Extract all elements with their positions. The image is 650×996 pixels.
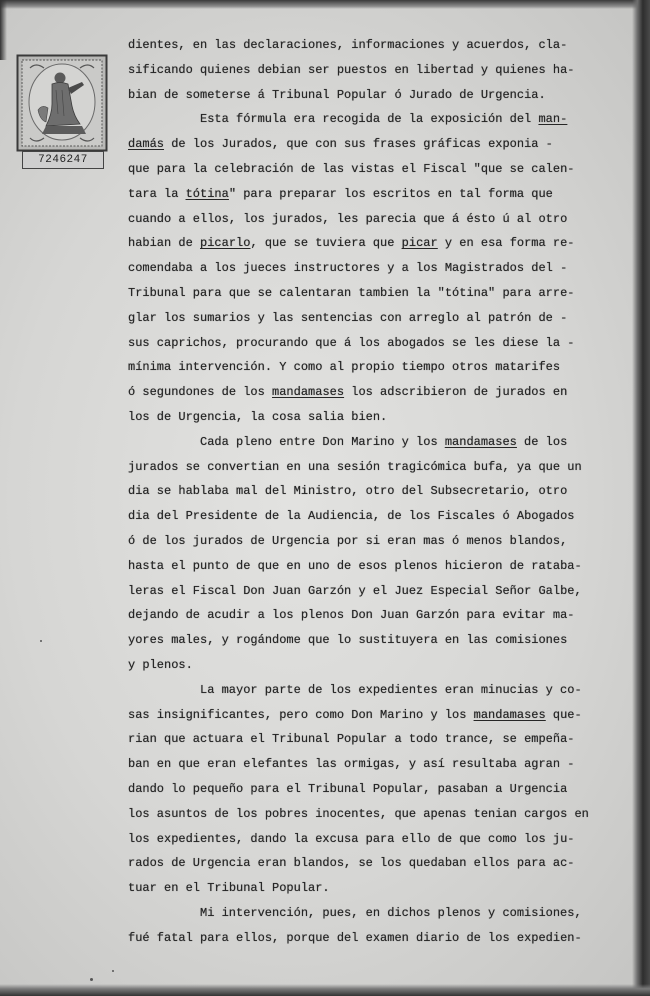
text-line [128,281,608,306]
text-line [128,405,608,430]
text-line [128,727,608,752]
underlined-word: mandamases [444,434,517,449]
text-run: sus caprichos, procurando que á los abogados se les diese la - [128,335,575,350]
text-run: bian de someterse á Tribunal Popular ó Jurado de Urgencia. [128,87,546,102]
text-run: rados de Urgencia eran blandos, se los quedaban ellos para ac- [128,856,575,871]
text-run: habian de [128,236,201,251]
text-line [128,455,608,480]
text-line [128,132,608,157]
text-line [128,901,608,926]
text-run: dejando de acudir a los plenos Don Juan Garzón para evitar ma- [128,608,575,623]
text-line [128,430,608,455]
text-line [128,802,608,827]
text-line [128,380,608,405]
text-line [128,157,608,182]
scan-speck [112,970,114,972]
text-line [128,107,608,132]
text-run: mínima intervención. Y como al propio tiempo otros matarifes [128,360,561,375]
underlined-word: mandamases [272,385,345,400]
text-line [128,83,608,108]
scan-speck [90,978,93,981]
text-run: y plenos. [128,657,193,672]
text-run: , que se tuviera que [250,236,402,251]
text-run: los expedientes, dando la excusa para ello de que como los ju- [128,831,575,846]
text-line [128,306,608,331]
revenue-stamp [16,54,108,170]
text-line [128,653,608,678]
text-run: los asuntos de los pobres inocentes, que apenas tenian cargos en [128,806,589,821]
text-line [128,33,608,58]
scan-edge-top [0,0,650,9]
text-run: yores males, y rogándome que lo sustituyera en las comisiones [128,633,568,648]
text-line [128,355,608,380]
text-line [128,256,608,281]
stamp-number: 7246247 [22,151,104,169]
text-run: La mayor parte de los expedientes eran minucias y co- [200,682,582,697]
text-line [128,182,608,207]
text-run: Tribunal para que se calentaran tambien la "tótina" para arre- [128,285,575,300]
scan-edge-bottom [0,984,650,996]
text-run: Mi intervención, pues, en dichos plenos y comisiones, [200,905,582,920]
scan-speck [40,640,42,642]
text-run: que- [545,707,582,722]
text-run: cuando a ellos, los jurados, les parecia que á ésto ú al otro [128,211,568,226]
text-run: ó de los jurados de Urgencia por si eran mas ó menos blandos, [128,533,568,548]
text-run: ó segundones de los [128,385,273,400]
text-line [128,628,608,653]
text-run: de los Jurados, que con sus frases gráficas exponia - [164,137,553,152]
text-run: Esta fórmula era recogida de la exposición del [200,112,539,127]
text-line [128,777,608,802]
text-run: comendaba a los jueces instructores y a los Magistrados del - [128,261,568,276]
text-line [128,851,608,876]
text-line [128,207,608,232]
text-line [128,231,608,256]
text-line [128,876,608,901]
text-line [128,479,608,504]
text-line [128,58,608,83]
text-line [128,554,608,579]
text-line [128,331,608,356]
text-run: los adscribieron de jurados en [344,385,568,400]
text-line [128,827,608,852]
text-run: dando lo pequeño para el Tribunal Popular, pasaban a Urgencia [128,781,568,796]
text-line [128,603,608,628]
text-run: dia del Presidente de la Audiencia, de los Fiscales ó Abogados [128,509,575,524]
text-line [128,926,608,951]
text-run: de los [516,434,568,449]
paragraph [128,430,608,678]
text-run: leras el Fiscal Don Juan Garzón y el Juez Especial Señor Galbe, [128,583,582,598]
text-run: " para preparar los escritos en tal forma que [228,186,553,201]
text-line [128,504,608,529]
text-run: dientes, en las declaraciones, informaciones y acuerdos, cla- [128,38,568,52]
typewritten-text [128,33,608,950]
text-run: dia se hablaba mal del Ministro, otro del Subsecretario, otro [128,484,568,499]
paragraph [128,107,608,429]
underlined-word: mandamases [473,707,546,722]
underlined-word: damás [128,137,165,152]
text-run: los de Urgencia, la cosa salia bien. [128,409,388,424]
text-line [128,529,608,554]
text-run: glar los sumarios y las sentencias con arreglo al patrón de - [128,310,568,325]
text-run: ban en que eran elefantes las ormigas, y así resultaba agran - [128,757,575,772]
scan-edge-left [0,0,7,60]
text-run: que para la celebración de las vistas el Fiscal "que se calen- [128,161,575,176]
underlined-word: tótina [185,186,229,201]
text-run: hasta el punto de que en uno de esos plenos hicieron de rataba- [128,558,582,573]
text-run: rian que actuara el Tribunal Popular a todo trance, se empeña- [128,732,575,747]
paragraph [128,901,608,951]
text-line [128,703,608,728]
paragraph [128,678,608,901]
text-line [128,579,608,604]
text-run: tara la [128,186,186,201]
text-line [128,752,608,777]
stamp-seal-icon [16,54,108,152]
underlined-word: picar [401,236,438,251]
text-run: y en esa forma re- [437,236,575,251]
underlined-word: picarlo [200,236,251,251]
text-run: Cada pleno entre Don Marino y los [200,434,445,449]
paragraph [128,33,608,107]
scan-edge-right [632,0,650,996]
text-run: sas insignificantes, pero como Don Marino y los [128,707,474,722]
text-run: sificando quienes debian ser puestos en libertad y quienes ha- [128,62,575,77]
text-run: jurados se convertian en una sesión tragicómica bufa, ya que un [128,459,582,474]
underlined-word: man- [538,112,568,127]
text-run: fué fatal para ellos, porque del examen diario de los expedien- [128,930,582,945]
text-run: tuar en el Tribunal Popular. [128,881,330,896]
text-line [128,678,608,703]
